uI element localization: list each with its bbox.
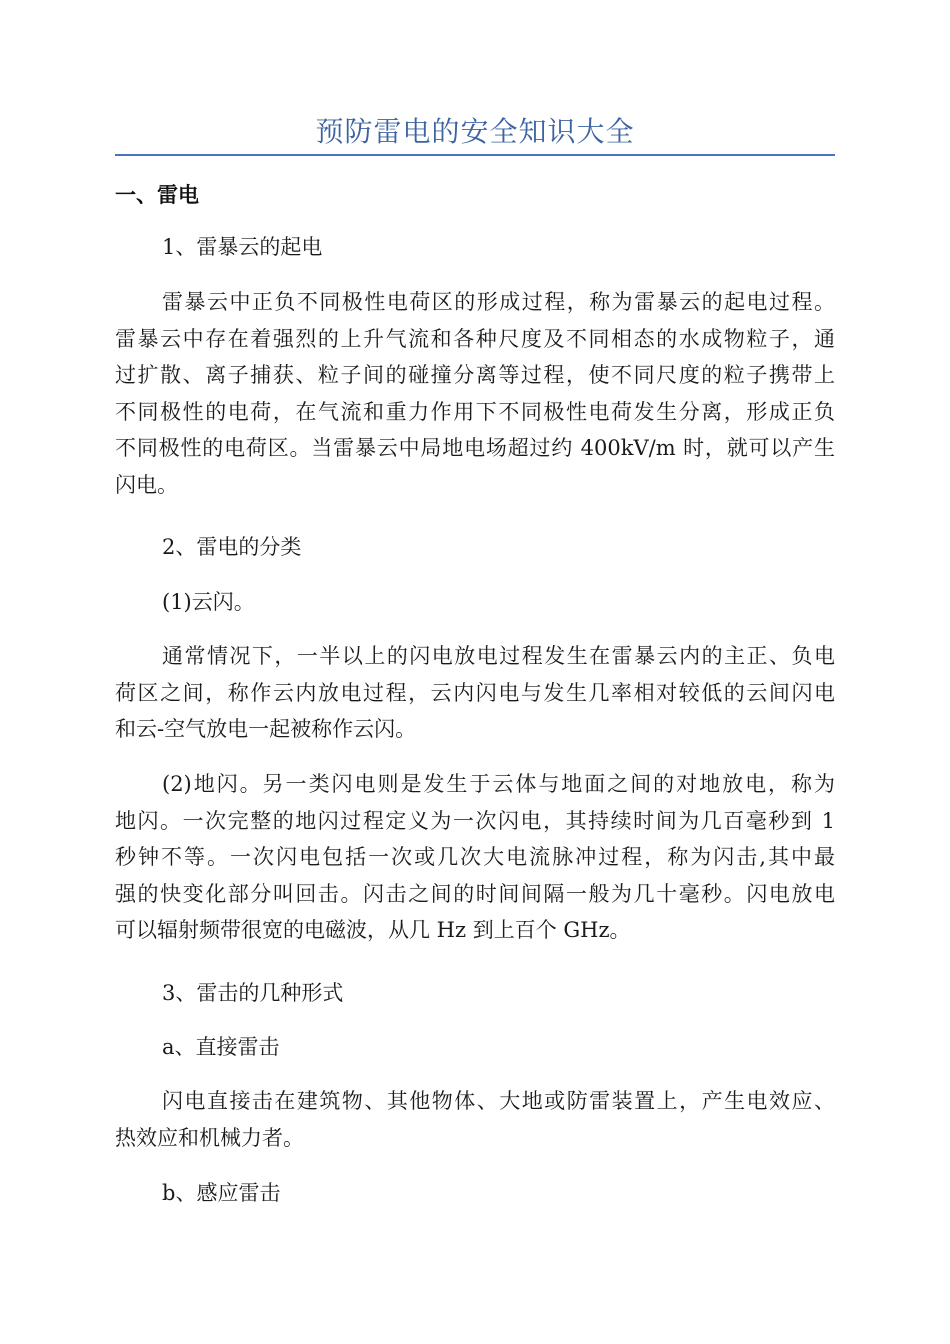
paragraph-line: 地闪。一次完整的地闪过程定义为一次闪电，其持续时间为几百毫秒到 1 <box>115 808 835 833</box>
paragraph-line: (2)地闪。另一类闪电则是发生于云体与地面之间的对地放电，称为 <box>162 772 835 796</box>
paragraph-line: 通常情况下，一半以上的闪电放电过程发生在雷暴云内的主正、负电 <box>162 644 835 668</box>
subheading-cloud-electrification: 1、雷暴云的起电 <box>162 235 323 259</box>
section-heading-lightning: 一、雷电 <box>115 183 199 207</box>
subheading-induced-strike: b、感应雷击 <box>162 1181 281 1205</box>
paragraph-line: 可以辐射频带很宽的电磁波，从几 Hz 到上百个 GHz。 <box>115 918 631 943</box>
paragraph-line: 和云-空气放电一起被称作云闪。 <box>115 717 417 742</box>
paragraph-line: 过扩散、离子捕获、粒子间的碰撞分离等过程，使不同尺度的粒子携带上 <box>115 363 835 388</box>
subheading-strike-forms: 3、雷击的几种形式 <box>162 981 344 1005</box>
title-underline <box>115 154 835 156</box>
paragraph-line: 热效应和机械力者。 <box>115 1125 304 1150</box>
subheading-direct-strike: a、直接雷击 <box>162 1035 280 1059</box>
paragraph-line: 强的快变化部分叫回击。闪击之间的时间间隔一般为几十毫秒。闪电放电 <box>115 881 835 906</box>
paragraph-cloud-electrification <box>115 284 835 504</box>
paragraph-line: 不同极性的电荷区。当雷暴云中局地电场超过约 400kV/m 时，就可以产生 <box>115 436 835 461</box>
paragraph-line: 雷暴云中存在着强烈的上升气流和各种尺度及不同相态的水成物粒子，通 <box>115 326 835 351</box>
paragraph-line: 荷区之间，称作云内放电过程，云内闪电与发生几率相对较低的云间闪电 <box>115 680 835 705</box>
paragraph-cloud-flash <box>115 638 835 748</box>
paragraph-line: 闪电。 <box>115 472 178 497</box>
document-title: 预防雷电的安全知识大全 <box>315 115 635 148</box>
subheading-lightning-classification: 2、雷电的分类 <box>162 535 302 559</box>
subheading-cloud-flash: (1)云闪。 <box>162 590 255 614</box>
paragraph-direct-strike <box>115 1083 835 1156</box>
paragraph-line: 闪电直接击在建筑物、其他物体、大地或防雷装置上，产生电效应、 <box>162 1089 835 1113</box>
paragraph-line: 雷暴云中正负不同极性电荷区的形成过程，称为雷暴云的起电过程。 <box>162 290 835 314</box>
paragraph-line: 不同极性的电荷，在气流和重力作用下不同极性电荷发生分离，形成正负 <box>115 399 835 424</box>
paragraph-line: 秒钟不等。一次闪电包括一次或几次大电流脉冲过程，称为闪击,其中最 <box>115 845 835 870</box>
paragraph-ground-flash <box>115 766 835 949</box>
